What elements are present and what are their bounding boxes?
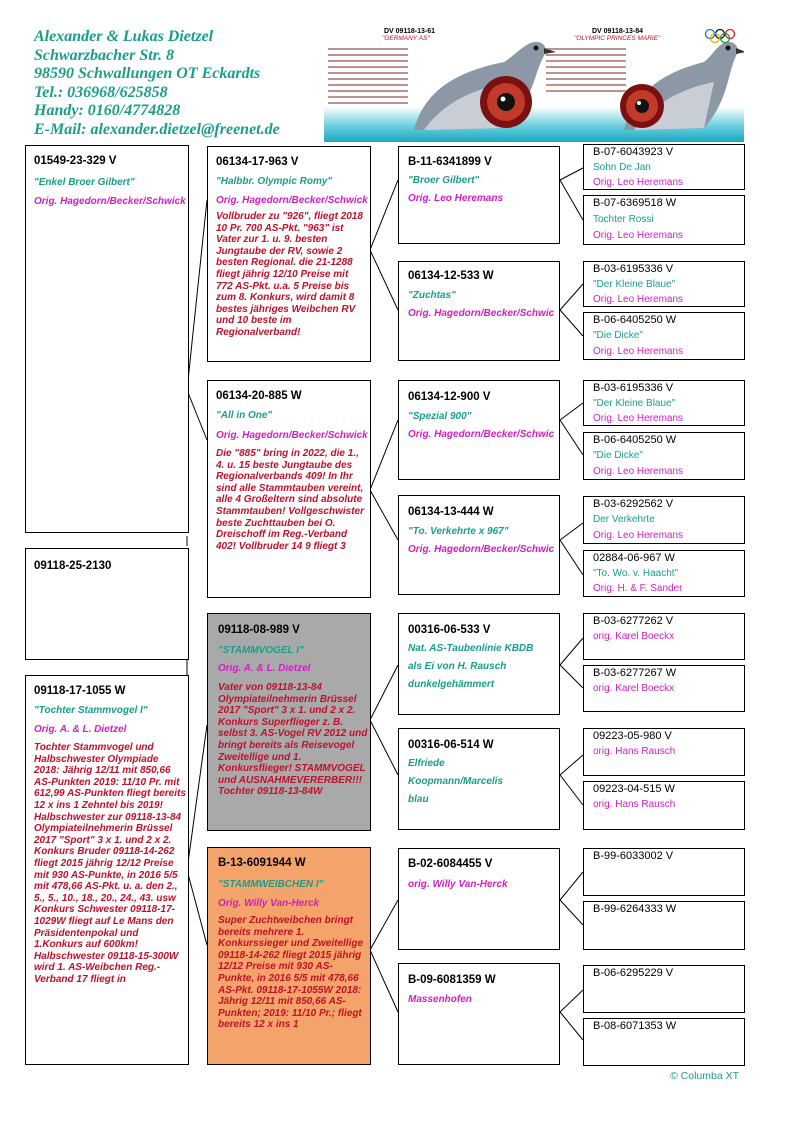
- subject-id: 09118-17-1055 W: [34, 685, 126, 697]
- subject-card[interactable]: [25, 675, 189, 1065]
- gen3-id: 06134-12-900 V: [408, 391, 491, 403]
- banner-left-subtitle: "GERMANY AS": [382, 35, 430, 42]
- gen4-id: 02884-06-967 W: [593, 552, 675, 564]
- gen2-dd-id: B-13-6091944 W: [218, 857, 306, 869]
- gen4-origin: Orig. Leo Heremans: [593, 413, 684, 424]
- breeder-email: E-Mail: alexander.dietzel@freenet.de: [34, 120, 280, 138]
- gen3-id: B-09-6081359 W: [408, 974, 496, 986]
- gen4-name: "Der Kleine Blaue": [593, 279, 676, 290]
- gen4-card[interactable]: [583, 781, 745, 830]
- subject-notes: Tochter Stammvogel und Halbschwester Olympiade 2018: Jährig 12/11 mit 850,66 AS-Punkten 2019: 11/10 Pr. mit 612,99 AS-Punkten fliegt bereits 12 x ins 1 Zehntel bis 2019! Halbschwester zur 09118-13-84 Olympiateilnehmerin Brüssel 2017 "Sport" 3 x 1. und 2 x 2. Konkurs Bruder 09118-14-262 fliegt 2015 jährig 12/12 Preise mit 930 AS-Punkte, in 2016 5/5 mit 478,66 AS-Pkt. u. a. den 2., 5., 5., 10., 18., 20., 24., 43. usw Konkurs Schwester 09118-17-1029W fliegt auf Le Mans den Präsidentenpokal und 1.Konkurs auf 600km! Halbschwester 09118-15-300W wird 1. AS-Weibchen Reg.-Verband 17 fliegt in: [34, 742, 186, 985]
- gen4-card[interactable]: [583, 432, 745, 480]
- gen4-id: B-03-6292562 V: [593, 498, 674, 510]
- gen4-origin: Orig. Leo Heremans: [593, 294, 684, 305]
- gen4-origin: Orig. H. & F. Sander: [593, 583, 683, 594]
- gen4-origin: Orig. Leo Heremans: [593, 346, 684, 357]
- gen4-card[interactable]: [583, 613, 745, 660]
- gen3-card[interactable]: [398, 261, 560, 361]
- gen3-id: 00316-06-533 V: [408, 624, 491, 636]
- gen3-id: 06134-12-533 W: [408, 270, 494, 282]
- dam-id: 09118-25-2130: [34, 560, 112, 572]
- gen4-id: B-03-6277267 W: [593, 667, 677, 679]
- sire-id: 01549-23-329 V: [34, 155, 117, 167]
- gen4-id: B-06-6405250 W: [593, 434, 677, 446]
- breeder-handy: Handy: 0160/4774828: [34, 102, 181, 120]
- gen4-origin: Orig. Leo Heremans: [593, 530, 684, 541]
- gen2-dd-name: "STAMMWEIBCHEN I": [218, 879, 324, 890]
- gen3-origin: Orig. Leo Heremans: [408, 193, 504, 204]
- gen2-ds-name: "STAMMVOGEL I": [218, 645, 304, 656]
- gen3-id: 06134-13-444 W: [408, 506, 494, 518]
- gen4-origin: Orig. Leo Heremans: [593, 177, 684, 188]
- gen3-line3: dunkelgehämmert: [408, 679, 495, 690]
- banner-left-title: DV 09118-13-61: [384, 28, 435, 35]
- gen3-id: B-11-6341899 V: [408, 156, 492, 168]
- copyright: © Columba XT: [670, 1070, 740, 1082]
- gen4-card[interactable]: [583, 901, 745, 950]
- gen3-name: "Zuchtas": [408, 290, 456, 301]
- gen4-origin: orig. Hans Rausch: [593, 746, 676, 757]
- gen2-ss-id: 06134-17-963 V: [216, 156, 299, 168]
- gen3-id: B-02-6084455 V: [408, 858, 493, 870]
- gen4-id: B-07-6369518 W: [593, 197, 677, 209]
- gen4-card[interactable]: [583, 144, 745, 190]
- gen2-dd-origin: Orig. Willy Van-Herck: [218, 898, 320, 909]
- gen4-name: "Der Kleine Blaue": [593, 398, 676, 409]
- gen3-origin: Massenhofen: [408, 994, 472, 1005]
- gen4-id: B-03-6277262 V: [593, 615, 674, 627]
- gen4-origin: orig. Hans Rausch: [593, 799, 676, 810]
- gen3-line2: Koopmann/Marcelis: [408, 776, 504, 787]
- gen4-card[interactable]: [583, 550, 745, 597]
- gen3-origin: Orig. Hagedorn/Becker/Schwic: [408, 308, 555, 319]
- sire-name: "Enkel Broer Gilbert": [34, 177, 135, 188]
- gen4-card[interactable]: [583, 195, 745, 245]
- gen2-sd-name: "All in One": [216, 410, 273, 421]
- gen3-card[interactable]: [398, 848, 560, 950]
- gen4-id: B-99-6264333 W: [593, 903, 677, 915]
- gen4-origin: Orig. Leo Heremans: [593, 466, 684, 477]
- gen4-card[interactable]: [583, 496, 745, 544]
- gen3-card[interactable]: [398, 380, 560, 480]
- gen3-name: "Broer Gilbert": [408, 175, 480, 186]
- gen2-ss-name: "Halbbr. Olympic Romy": [216, 176, 333, 187]
- gen3-line1: Elfriede: [408, 758, 445, 769]
- gen4-name: Der Verkehrte: [593, 514, 655, 525]
- gen3-card[interactable]: [398, 146, 560, 244]
- gen2-sd-notes: Die "885" bring in 2022, die 1., 4. u. 15 beste Jungtaube des Regionalverbands 409! In Ihr sind alle Stammtauben vereint, alle 4 Großeltern sind absolute Stammtauben! Vollgeschwister beste Zuchttauben bei O. Dreischoff im Reg.-Verband 402! Vollbruder 14 9 fliegt 3: [216, 448, 364, 552]
- gen4-origin: orig. Karel Boeckx: [593, 683, 675, 694]
- gen4-id: B-08-6071353 W: [593, 1020, 677, 1032]
- banner-right-title: DV 09118-13-84: [592, 28, 643, 35]
- gen4-id: B-99-6033002 V: [593, 850, 674, 862]
- gen4-id: 09223-05-980 V: [593, 730, 672, 742]
- breeder-name: Alexander & Lukas Dietzel: [34, 28, 214, 45]
- gen3-line1: Nat. AS-Taubenlinie KBDB: [408, 643, 534, 654]
- gen4-id: B-07-6043923 V: [593, 146, 674, 158]
- gen4-card[interactable]: [583, 965, 745, 1013]
- gen3-line2: als Ei von H. Rausch: [408, 661, 507, 672]
- sire-origin: Orig. Hagedorn/Becker/Schwick: [34, 196, 186, 207]
- gen2-ss-origin: Orig. Hagedorn/Becker/Schwick: [216, 195, 368, 206]
- grandsire-paternal-card[interactable]: [207, 146, 371, 362]
- gen4-card[interactable]: [583, 380, 745, 426]
- gen2-dd-notes: Super Zuchtweibchen bringt bereits mehrere 1. Konkurssieger und Zweitellige 09118-14-262 fliegt 2015 jährig 12/12 Preise mit 930 AS-Punkte, in 2016 5/5 mit 478,66 AS-Pkt. 09118-17-1055W 2018: Jährig 12/11 mit 850,66 AS-Punkten; 2019: 11/10 Pr.; fliegt bereits 12 x ins 1: [218, 915, 364, 1031]
- gen3-name: "To. Verkehrte x 967": [408, 526, 509, 537]
- granddam-maternal-card[interactable]: [207, 847, 371, 1065]
- gen4-id: B-06-6405250 W: [593, 314, 677, 326]
- gen2-ds-notes: Vater von 09118-13-84 Olympiateilnehmerin Brüssel 2017 "Sport" 3 x 1. und 2 x 2. Konkurs Superflieger z. B. selbst 3. AS-Vogel RV 2012 und bringt bereits als Reisevogel Zweitellige und 1. Konkursflieger! STAMMVOGEL und AUSNAHMEVERERBER!!! Tochter 09118-13-84W: [218, 682, 368, 798]
- gen3-card[interactable]: [398, 963, 560, 1065]
- gen4-id: B-06-6295229 V: [593, 967, 674, 979]
- gen4-name: Tochter Rossi: [593, 214, 654, 225]
- gen4-origin: orig. Karel Boeckx: [593, 631, 675, 642]
- gen2-sd-id: 06134-20-885 W: [216, 390, 302, 402]
- gen3-card[interactable]: [398, 613, 560, 715]
- gen3-origin: Orig. Hagedorn/Becker/Schwic: [408, 544, 555, 555]
- gen3-id: 00316-06-514 W: [408, 739, 494, 751]
- gen3-card[interactable]: [398, 728, 560, 830]
- gen4-id: B-03-6195336 V: [593, 382, 674, 394]
- gen3-origin: Orig. Hagedorn/Becker/Schwic: [408, 429, 555, 440]
- gen4-card[interactable]: [583, 312, 745, 360]
- gen4-card[interactable]: [583, 665, 745, 712]
- gen4-card[interactable]: [583, 848, 745, 896]
- gen4-id: B-03-6195336 V: [593, 263, 674, 275]
- gen4-name: "Die Dicke": [593, 330, 643, 341]
- granddam-paternal-card[interactable]: [207, 380, 371, 598]
- gen4-card[interactable]: [583, 261, 745, 307]
- sire-card[interactable]: [25, 145, 189, 533]
- gen3-name: "Spezial 900": [408, 411, 472, 422]
- gen4-name: Sohn De Jan: [593, 162, 651, 173]
- subject-origin: Orig. A. & L. Dietzel: [34, 724, 127, 735]
- gen3-line3: blau: [408, 794, 429, 805]
- subject-name: "Tochter Stammvogel I": [34, 705, 148, 716]
- gen2-ds-id: 09118-08-989 V: [218, 624, 300, 636]
- grandsire-maternal-card[interactable]: [207, 613, 371, 831]
- gen2-ds-origin: Orig. A. & L. Dietzel: [218, 663, 311, 674]
- banner-right-subtitle: "OLYMPIC PRINCES MARIE": [574, 35, 661, 42]
- gen4-name: "To. Wo. v. Haacht": [593, 568, 679, 579]
- breeder-tel: Tel.: 036968/625858: [34, 83, 168, 101]
- gen2-ss-notes: Vollbruder zu "926", fliegt 2018 10 Pr. 700 AS-Pkt. "963" ist Vater zur 1. u. 9. besten Jungtaube der RV, sowie 2 besten Regional. die 21-1288 fliegt jährig 12/10 Preise mit 772 AS-Pkt. u.a. 5 Preise bis zum 8. Konkurs, wird damit 8 bestes jähriges Weibchen RV und 10 beste im Regionalverband!: [216, 211, 363, 338]
- gen4-origin: Orig. Leo Heremans: [593, 230, 684, 241]
- gen4-name: "Die Dicke": [593, 450, 643, 461]
- gen4-id: 09223-04-515 W: [593, 783, 675, 795]
- gen3-origin: orig. Willy Van-Herck: [408, 879, 508, 890]
- dam-card[interactable]: [25, 548, 189, 660]
- breeder-street: Schwarzbacher Str. 8: [34, 46, 175, 64]
- gen2-sd-origin: Orig. Hagedorn/Becker/Schwick: [216, 430, 368, 441]
- gen4-card[interactable]: [583, 1018, 745, 1066]
- breeder-city: 98590 Schwallungen OT Eckardts: [34, 65, 261, 83]
- gen4-card[interactable]: [583, 728, 745, 776]
- gen3-card[interactable]: [398, 495, 560, 595]
